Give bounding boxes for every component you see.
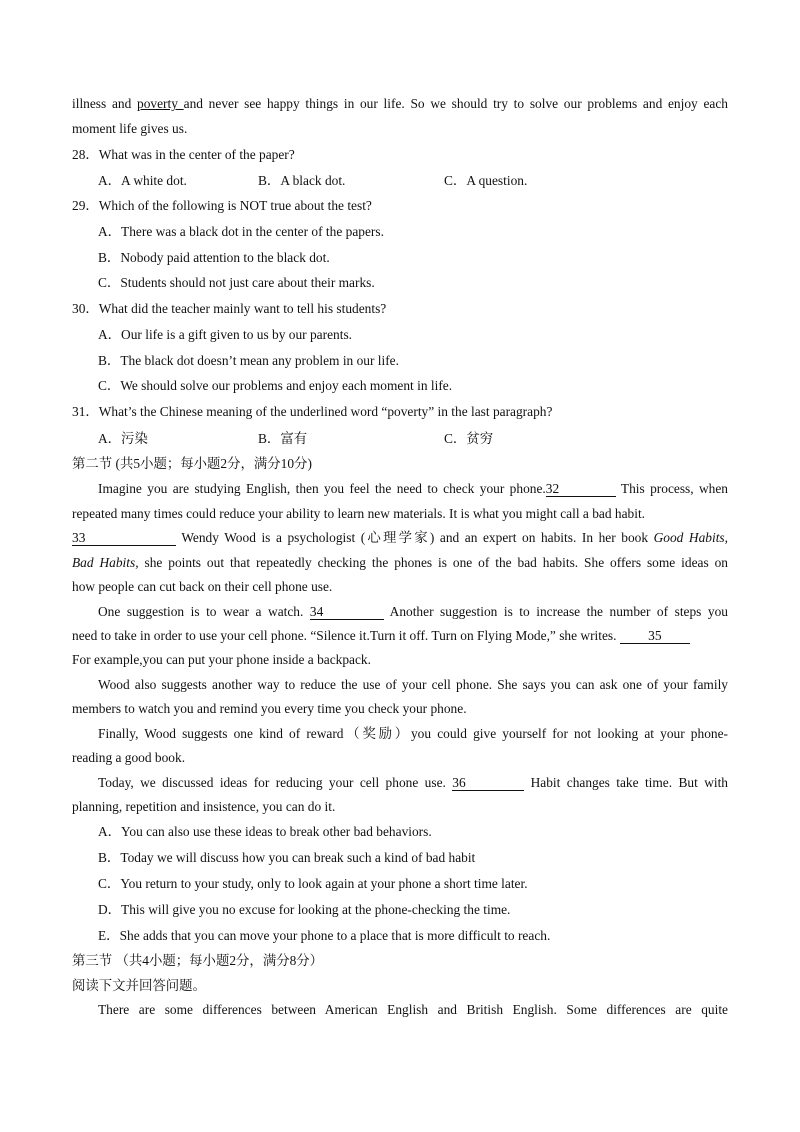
book-title: Bad Habits, xyxy=(72,555,139,570)
section-3-instruction: 阅读下文并回答问题。 xyxy=(72,978,206,993)
passage-line: For example,you can put your phone inside a backpack. xyxy=(72,652,371,667)
question-31-options xyxy=(98,430,728,448)
blank-36: 36 xyxy=(452,775,524,791)
passage-line: reading a good book. xyxy=(72,750,186,765)
passage-line: 33 Wendy Wood is a psychologist (心理学家) and an expert on habits. In her book Good Habits, xyxy=(72,530,728,545)
option-a: A．污染 xyxy=(98,431,148,446)
option-a: A．Our life is a gift given to us by our parents. xyxy=(98,327,353,342)
question-29-stem: 29．Which of the following is NOT true about the test? xyxy=(72,198,372,213)
option-b: B．富有 xyxy=(258,431,308,446)
section-3-header: 第三节 （共4小题；每小题2分，满分8分） xyxy=(72,953,324,968)
option-c: C．We should solve our problems and enjoy each moment in life. xyxy=(98,378,453,393)
blank-35: 35 xyxy=(620,628,690,644)
passage-line: members to watch you and remind you every time you check your phone. xyxy=(72,701,467,716)
passage-line: One suggestion is to wear a watch. 34 Another suggestion is to increase the number of steps you xyxy=(98,604,728,619)
option-c: C．You return to your study, only to look again at your phone a short time later. xyxy=(98,876,528,891)
option-c: C．A question. xyxy=(444,173,528,188)
underlined-word-poverty: poverty xyxy=(137,96,184,111)
passage-line: repeated many times could reduce your ability to learn new materials. It is what you might call a bad habit. xyxy=(72,506,646,521)
option-b: B．A black dot. xyxy=(258,173,346,188)
option-a: A．There was a black dot in the center of the papers. xyxy=(98,224,384,239)
passage-line: Bad Habits, she points out that repeatedly checking the phones is one of the bad habits. She offers some ideas on xyxy=(72,555,728,570)
passage-line: moment life gives us. xyxy=(72,121,188,136)
passage-line: Finally, Wood suggests one kind of reward（奖励）you could give yourself for not looking at your phone- xyxy=(98,726,728,741)
option-b: B．Nobody paid attention to the black dot. xyxy=(98,250,330,265)
passage-line: illness and poverty and never see happy things in our life. So we should try to solve our problems and enjoy each xyxy=(72,96,728,111)
blank-32: 32 xyxy=(546,481,616,497)
blank-33: 33 xyxy=(72,530,176,546)
option-e: E．She adds that you can move your phone to a place that is more difficult to reach. xyxy=(98,928,551,943)
passage-line: Wood also suggests another way to reduce the use of your cell phone. She says you can ask one of your family xyxy=(98,677,728,692)
question-28-stem: 28．What was in the center of the paper? xyxy=(72,147,295,162)
blank-34: 34 xyxy=(310,604,384,620)
question-28-options xyxy=(98,172,728,190)
passage-line: need to take in order to use your cell phone. “Silence it.Turn it off. Turn on Flying Mode,” she writes. 35 xyxy=(72,627,750,645)
option-a: A．You can also use these ideas to break other bad behaviors. xyxy=(98,824,432,839)
question-31-stem: 31．What’s the Chinese meaning of the underlined word “poverty” in the last paragraph? xyxy=(72,404,553,419)
option-c: C．Students should not just care about their marks. xyxy=(98,275,375,290)
book-title: Good Habits, xyxy=(653,530,728,545)
passage-line: planning, repetition and insistence, you can do it. xyxy=(72,799,336,814)
option-c: C．贫穷 xyxy=(444,431,494,446)
option-a: A．A white dot. xyxy=(98,173,187,188)
passage-line: how people can cut back on their cell phone use. xyxy=(72,579,333,594)
passage-line: There are some differences between American English and British English. Some differences are quite xyxy=(98,1002,728,1017)
passage-line: Today, we discussed ideas for reducing your cell phone use. 36 Habit changes take time. But with xyxy=(98,775,728,790)
option-b: B．Today we will discuss how you can break such a kind of bad habit xyxy=(98,850,476,865)
question-30-stem: 30．What did the teacher mainly want to tell his students? xyxy=(72,301,387,316)
option-b: B．The black dot doesn’t mean any problem in our life. xyxy=(98,353,399,368)
passage-line: Imagine you are studying English, then you feel the need to check your phone.32 This process, when xyxy=(98,481,728,496)
option-d: D．This will give you no excuse for looking at the phone-checking the time. xyxy=(98,902,511,917)
section-2-header: 第二节 (共5小题；每小题2分，满分10分) xyxy=(72,456,312,471)
